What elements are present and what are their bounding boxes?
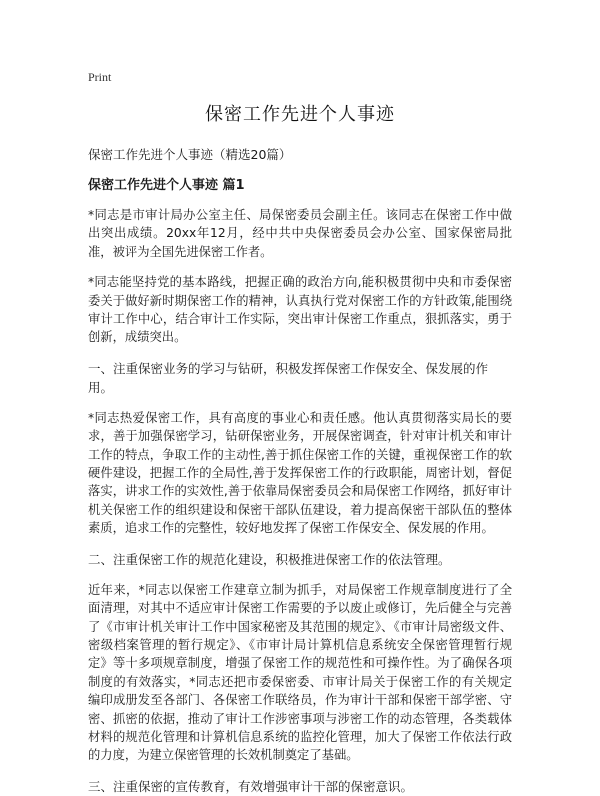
paragraph-section-2: 近年来，*同志以保密工作建章立制为抓手，对局保密工作规章制度进行了全面清理，对其中不适应审计保密工作需要的予以废止或修订，先后健全与完善了《市审计机关审计工作中国家秘密及其范围的规定》、《市审计局密级文件、密级档案管理的暂行规定》、《市审计局计算机信息系统安全保密管理暂行规定》等十多项规章制度，增强了保密工作的规范性和可操作性。为了确保各项制度的有效落实，*同志还把市委保密委、市审计局关于保密工作的有关规定编印成册发至各部门、各保密工作联络员，作为审计干部和保密干部学密、守密、抓密的依据，推动了审计工作涉密事项与涉密工作的动态管理，各类载体材料的规范化管理和计算机信息系统的监控化管理，加大了保密工作依法行政的力度，为建立保密管理的长效机制奠定了基础。 <box>88 582 512 763</box>
print-link[interactable]: Print <box>88 70 112 84</box>
section-heading: 保密工作先进个人事迹 篇1 <box>88 178 245 193</box>
document-subtitle: 保密工作先进个人事迹（精选20篇） <box>88 147 292 162</box>
paragraph-intro: *同志是市审计局办公室主任、局保密委员会副主任。该同志在保密工作中做出突出成绩。20xx年12月，经中共中央保密委员会办公室、国家保密局批准，被评为全国先进保密工作者。 <box>88 208 512 259</box>
subheading-3: 三、注重保密的宣传教育，有效增强审计干部的保密意识。 <box>88 778 414 794</box>
paragraph-summary: *同志能坚持党的基本路线，把握正确的政治方向,能积极贯彻中央和市委保密委关于做好新时期保密工作的精神，认真执行党对保密工作的方针政策,能围绕审计工作中心，结合审计工作实际，突出审计保密工作重点，狠抓落实，勇于创新，成绩突出。 <box>88 275 512 345</box>
document-title: 保密工作先进个人事迹 <box>205 104 395 125</box>
subheading-2: 二、注重保密工作的规范化建设，积极推进保密工作的依法管理。 <box>88 551 451 567</box>
subheading-1: 一、注重保密业务的学习与钻研，积极发挥保密工作保安全、保发展的作用。 <box>88 360 489 395</box>
paragraph-section-1: *同志热爱保密工作，具有高度的事业心和责任感。他认真贯彻落实局长的要求，善于加强保密学习，钻研保密业务，开展保密调查，针对审计机关和审计工作的特点，争取工作的主动性,善于抓住保密工作的关键，重视保密工作的软硬件建设，把握工作的全局性,善于发挥保密工作的行政职能，周密计划，督促落实，讲求工作的实效性,善于依靠局保密委员会和局保密工作网络，抓好审计机关保密工作的组织建设和保密干部队伍建设，着力提高保密干部队伍的整体素质，追求工作的完整性，较好地发挥了保密工作保安全、保发展的作用。 <box>88 410 512 536</box>
